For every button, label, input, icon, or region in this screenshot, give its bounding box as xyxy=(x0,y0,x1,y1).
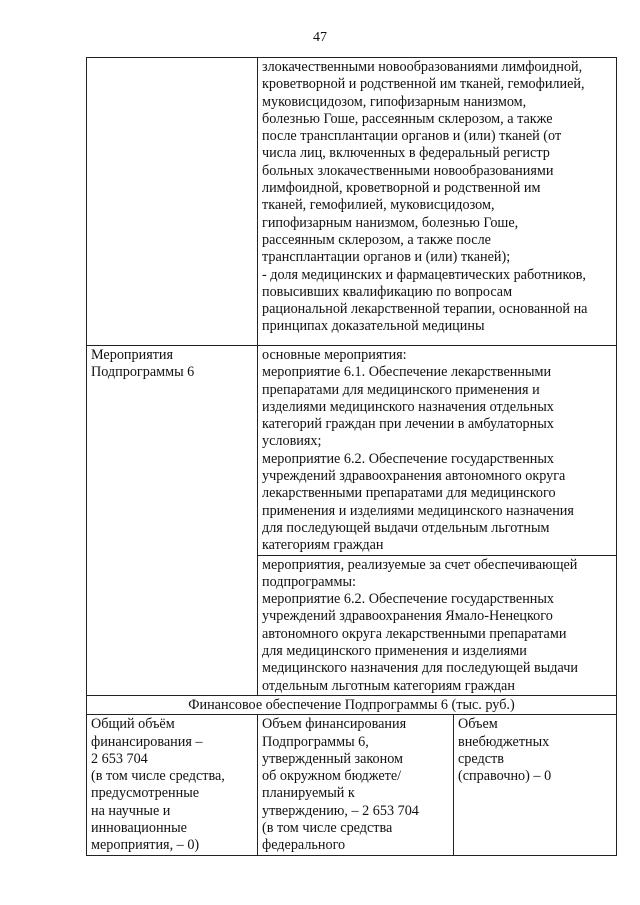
text-line: подпрограммы: xyxy=(262,573,356,590)
text-line: на научные и xyxy=(91,802,171,819)
financing-header: Финансовое обеспечение Подпрограммы 6 (тыс. руб.) xyxy=(87,695,617,714)
main-measures-cell xyxy=(258,346,617,556)
text-line: учреждений здравоохранения Ямало-Ненецкого xyxy=(262,608,553,625)
text-line: финансирования – xyxy=(91,733,203,750)
text-line: 2 653 704 xyxy=(91,750,148,767)
text-line: мероприятие 6.2. Обеспечение государственных xyxy=(262,591,555,608)
text-line: рассеянным склерозом, а также после xyxy=(262,231,491,248)
text-line: повысивших квалификацию по вопросам xyxy=(262,283,513,300)
main-measures-lines xyxy=(262,347,612,555)
text-line: внебюджетных xyxy=(458,733,550,750)
text-line: трансплантации органов и (или) тканей); xyxy=(262,249,511,266)
text-line: (в том числе средства, xyxy=(91,768,225,785)
text-line: планируемый к xyxy=(262,785,355,802)
text-line: мероприятия, – 0) xyxy=(91,837,200,854)
text-line: Общий объём xyxy=(91,716,175,733)
extrabudgetary-cell xyxy=(454,715,617,855)
continuation-lines xyxy=(262,59,612,336)
text-line: кроветворной и родственной им тканей, гемофилией, xyxy=(262,76,585,93)
text-line: автономного округа лекарственными препаратами xyxy=(262,625,567,642)
text-line: рациональной лекарственной терапии, основанной на xyxy=(262,301,588,318)
text-line: мероприятие 6.2. Обеспечение государственных xyxy=(262,450,555,467)
text-line: болезнью Гоше, рассеянным склерозом, а также xyxy=(262,110,553,127)
text-line: категориям граждан xyxy=(262,537,384,554)
text-line: медицинского назначения для последующей выдачи xyxy=(262,660,578,677)
text-line: изделиями медицинского назначения отдельных xyxy=(262,398,554,415)
measures-label xyxy=(91,347,253,382)
text-line: отдельным льготным категориям граждан xyxy=(262,677,515,694)
financing-values-row xyxy=(87,715,617,855)
total-financing-lines xyxy=(91,716,253,854)
text-line: принципах доказательной медицины xyxy=(262,318,485,335)
text-line: лимфоидной, кроветворной и родственной им xyxy=(262,180,541,197)
indicators-continuation-text xyxy=(258,58,617,346)
text-line: числа лиц, включенных в федеральный регистр xyxy=(262,145,550,162)
support-measures-cell xyxy=(258,555,617,695)
subprogram-financing-cell xyxy=(258,715,454,855)
measures-label-cell xyxy=(87,346,258,696)
label-line: Мероприятия xyxy=(91,347,174,363)
financing-header-row xyxy=(87,695,617,714)
text-line: федерального xyxy=(262,837,346,854)
subprogram-passport-table xyxy=(86,57,617,856)
total-financing-cell xyxy=(87,715,258,855)
text-line: препаратами для медицинского применения и xyxy=(262,381,540,398)
text-line: предусмотренные xyxy=(91,785,200,802)
text-line: гипофизарным нанизмом, болезнью Гоше, xyxy=(262,214,519,231)
text-line: Объем xyxy=(458,716,498,733)
text-line: мероприятие 6.1. Обеспечение лекарственными xyxy=(262,364,552,381)
label-line: Подпрограммы 6 xyxy=(91,364,195,381)
subprogram-financing-lines xyxy=(262,716,449,854)
empty-label-cell xyxy=(87,58,258,346)
text-line: тканей, гемофилией, муковисцидозом, xyxy=(262,197,495,214)
text-line: категорий граждан при лечении в амбулаторных xyxy=(262,416,554,433)
text-line: больных злокачественными новообразованиями xyxy=(262,162,554,179)
indicators-continuation-row xyxy=(87,58,617,346)
text-line: (справочно) – 0 xyxy=(458,768,552,785)
text-line: для медицинского применения и изделиями xyxy=(262,643,527,660)
page-number: 47 xyxy=(313,30,327,45)
text-line: средств xyxy=(458,750,504,767)
text-line: (в том числе средства xyxy=(262,820,393,837)
text-line: применения и изделиями медицинского назначения xyxy=(262,502,574,519)
text-line: условиях; xyxy=(262,433,322,450)
text-line: основные мероприятия: xyxy=(262,347,407,363)
measures-main-row xyxy=(87,346,617,556)
text-line: утверждению, – 2 653 704 xyxy=(262,802,419,819)
text-line: лекарственными препаратами для медицинского xyxy=(262,485,556,502)
text-line: утвержденный законом xyxy=(262,750,404,767)
text-line: после трансплантации органов и (или) тканей (от xyxy=(262,128,562,145)
text-line: Подпрограммы 6, xyxy=(262,733,369,750)
text-line: учреждений здравоохранения автономного округа xyxy=(262,468,566,485)
extrabudgetary-lines xyxy=(458,716,612,785)
support-measures-lines xyxy=(262,557,612,695)
text-line: злокачественными новообразованиями лимфоидной, xyxy=(262,59,583,75)
text-line: Объем финансирования xyxy=(262,716,407,733)
text-line: для последующей выдачи отдельным льготным xyxy=(262,519,550,536)
text-line: об окружном бюджете/ xyxy=(262,768,402,785)
text-line: муковисцидозом, гипофизарным нанизмом, xyxy=(262,93,527,110)
text-line: инновационные xyxy=(91,820,187,837)
text-line: - доля медицинских и фармацевтических работников, xyxy=(262,266,586,283)
text-line: мероприятия, реализуемые за счет обеспечивающей xyxy=(262,556,578,573)
